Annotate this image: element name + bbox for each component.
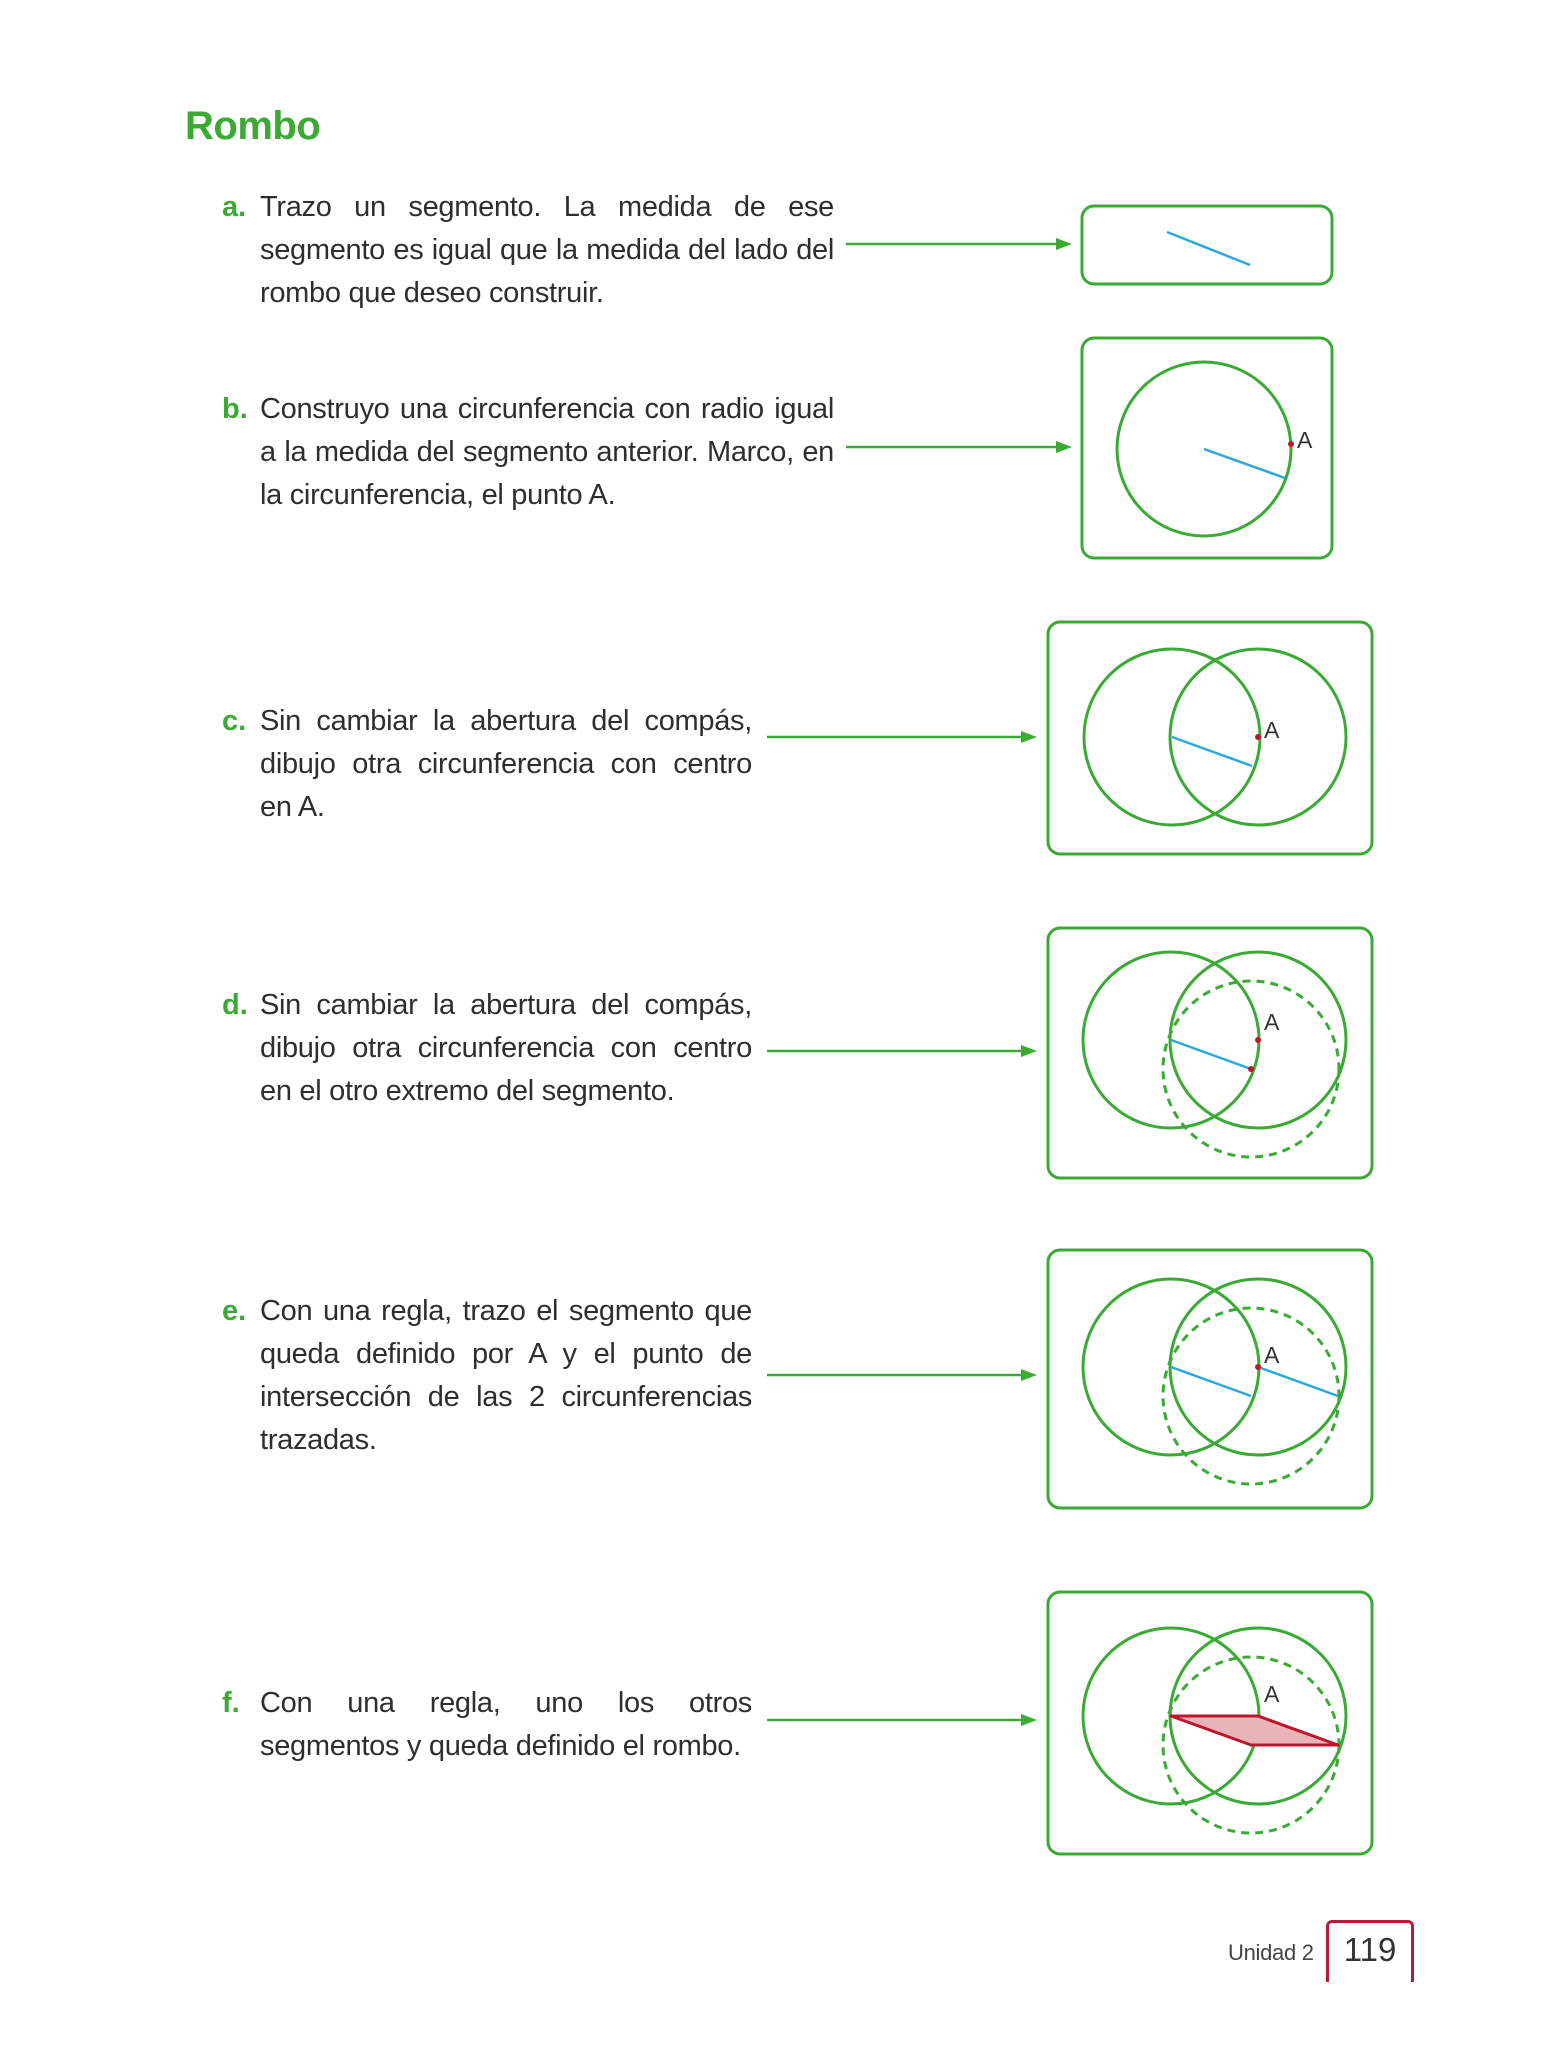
point-label: A xyxy=(1264,717,1280,743)
arrow-icon xyxy=(765,1365,1040,1385)
segment xyxy=(1204,449,1285,478)
step-f xyxy=(222,1682,752,1768)
segment-endpoint xyxy=(1248,1066,1254,1072)
diagram-step-c xyxy=(1046,620,1374,856)
segment xyxy=(1171,1040,1251,1069)
point-a xyxy=(1288,441,1294,447)
unit-label: Unidad 2 xyxy=(1228,1940,1314,1965)
page-number: 119 xyxy=(1343,1931,1397,1968)
step-text: Con una regla, trazo el segmento que queda definido por A y el punto de intersección de las 2 circunferencias trazadas. xyxy=(260,1295,752,1456)
step-text: Sin cambiar la abertura del compás, dibujo otra circunferencia con centro en el otro extremo del segmento. xyxy=(260,989,752,1107)
segment xyxy=(1167,232,1250,265)
arrow-icon xyxy=(844,437,1074,457)
step-letter: e. xyxy=(222,1295,247,1327)
arrow-icon xyxy=(765,1710,1040,1730)
segment-new xyxy=(1258,1367,1338,1396)
step-letter: c. xyxy=(222,705,247,737)
step-text: Con una regla, uno los otros segmentos y queda definido el rombo. xyxy=(260,1687,752,1762)
step-text: Construyo una circunferencia con radio igual a la medida del segmento anterior. Marco, en la circunferencia, el punto A. xyxy=(260,393,834,511)
step-letter: a. xyxy=(222,191,247,223)
point-a xyxy=(1255,1037,1261,1043)
arrow-icon xyxy=(765,727,1040,747)
page-number-box xyxy=(1326,1920,1414,1982)
point-a xyxy=(1255,1364,1261,1370)
step-letter: f. xyxy=(222,1687,240,1719)
diagram-step-f xyxy=(1046,1590,1374,1856)
step-a xyxy=(222,186,834,315)
segment xyxy=(1171,1367,1251,1396)
step-d xyxy=(222,984,752,1113)
step-letter: d. xyxy=(222,989,248,1021)
diagram-step-b xyxy=(1080,336,1334,560)
diagram-step-e xyxy=(1046,1248,1374,1510)
step-e xyxy=(222,1290,752,1462)
step-b xyxy=(222,388,834,517)
point-label: A xyxy=(1297,427,1313,453)
point-label: A xyxy=(1264,1342,1280,1368)
segment xyxy=(1172,737,1252,766)
point-label: A xyxy=(1264,1009,1280,1035)
point-a xyxy=(1255,734,1261,740)
point-label: A xyxy=(1264,1681,1280,1707)
page-title: Rombo xyxy=(185,104,321,148)
rhombus xyxy=(1171,1716,1338,1745)
diagram-step-a xyxy=(1080,204,1334,286)
step-text: Sin cambiar la abertura del compás, dibujo otra circunferencia con centro en A. xyxy=(260,705,752,823)
step-c xyxy=(222,700,752,829)
arrow-icon xyxy=(844,234,1074,254)
step-text: Trazo un segmento. La medida de ese segmento es igual que la medida del lado del rombo que deseo construir. xyxy=(260,191,834,309)
step-letter: b. xyxy=(222,393,248,425)
arrow-icon xyxy=(765,1041,1040,1061)
diagram-step-d xyxy=(1046,926,1374,1180)
